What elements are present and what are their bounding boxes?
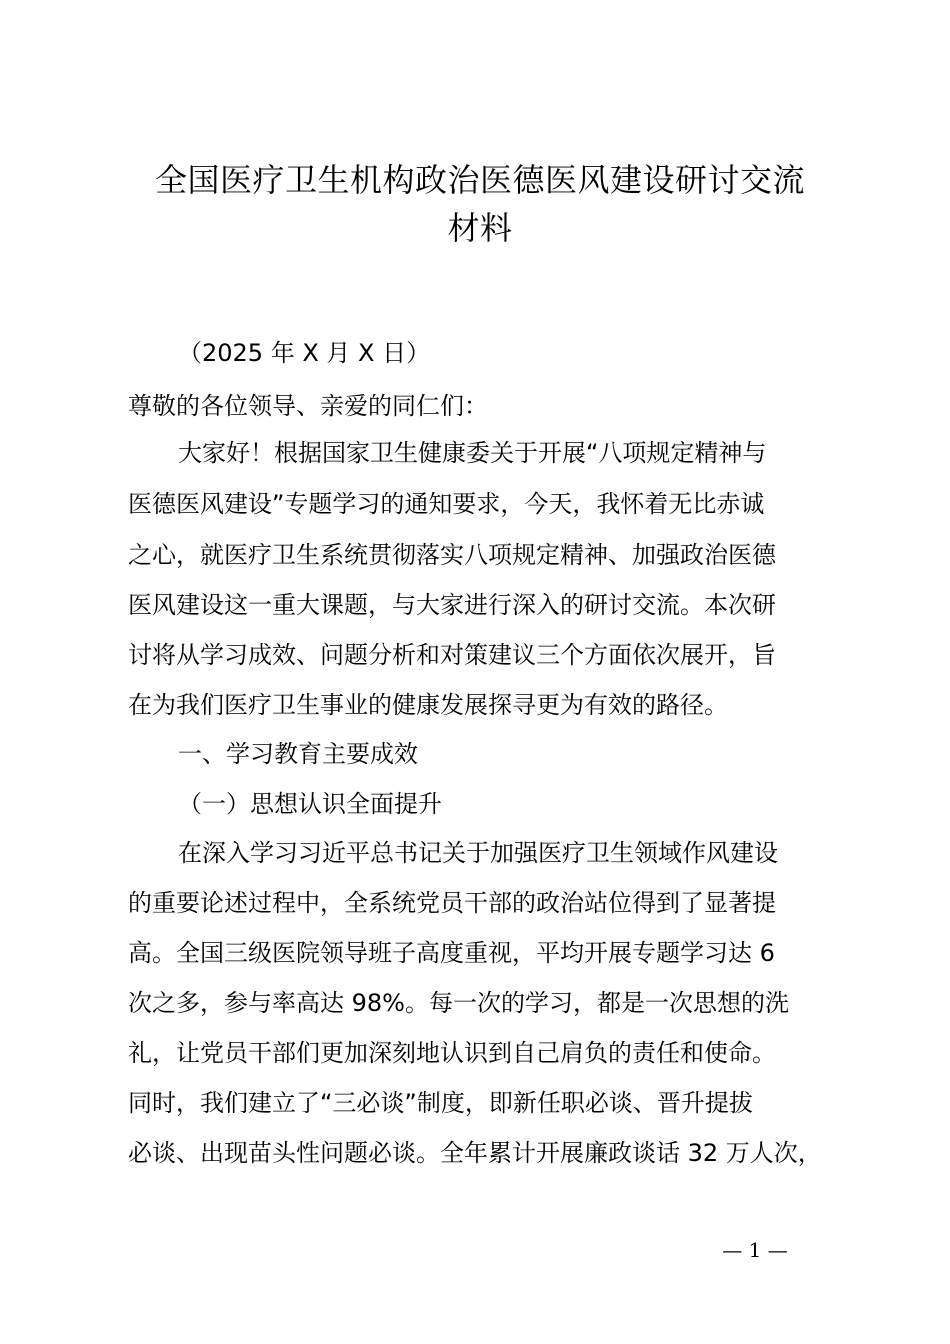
paragraph-line: 在为我们医疗卫生事业的健康发展探寻更为有效的路径。 — [128, 691, 728, 719]
paragraph-line: 的重要论述过程中，全系统党员干部的政治站位得到了显著提 — [128, 889, 776, 917]
salutation: 尊敬的各位领导、亲爱的同仁们： — [128, 392, 488, 420]
paragraph-line: 礼，让党员干部们更加深刻地认识到自己肩负的责任和使命。 — [128, 1039, 776, 1067]
page-number: — 1 — — [722, 1238, 788, 1262]
title-line: 材料 — [447, 209, 513, 247]
section-heading: 一、学习教育主要成效 — [178, 740, 418, 768]
paragraph-line: 之心，就医疗卫生系统贯彻落实八项规定精神、加强政治医德 — [128, 541, 776, 569]
paragraph-line: 在深入学习习近平总书记关于加强医疗卫生领域作风建设 — [178, 839, 778, 867]
paragraph-line: 次之多，参与率高达 98%。每一次的学习，都是一次思想的洗 — [128, 989, 789, 1017]
paragraph-line: 大家好！根据国家卫生健康委关于开展“八项规定精神与 — [178, 439, 767, 467]
paragraph-line: 同时，我们建立了“三必谈”制度，即新任职必谈、晋升提拔 — [128, 1089, 753, 1117]
paragraph-line: 医风建设这一重大课题，与大家进行深入的研讨交流。本次研 — [128, 591, 776, 619]
paragraph-line: 高。全国三级医院领导班子高度重视，平均开展专题学习达 6 — [128, 939, 775, 967]
paragraph-line: 讨将从学习成效、问题分析和对策建议三个方面依次展开，旨 — [128, 641, 776, 669]
paragraph-line: 医德医风建设”专题学习的通知要求，今天，我怀着无比赤诚 — [128, 490, 765, 518]
title-line: 全国医疗卫生机构政治医德医风建设研讨交流 — [154, 161, 805, 199]
paragraph-line: 必谈、出现苗头性问题必谈。全年累计开展廉政谈话 32 万人次， — [128, 1139, 822, 1167]
document-date: （2025 年 X 月 X 日） — [178, 339, 431, 367]
document-title — [110, 156, 850, 252]
subsection-heading: （一）思想认识全面提升 — [178, 790, 442, 818]
